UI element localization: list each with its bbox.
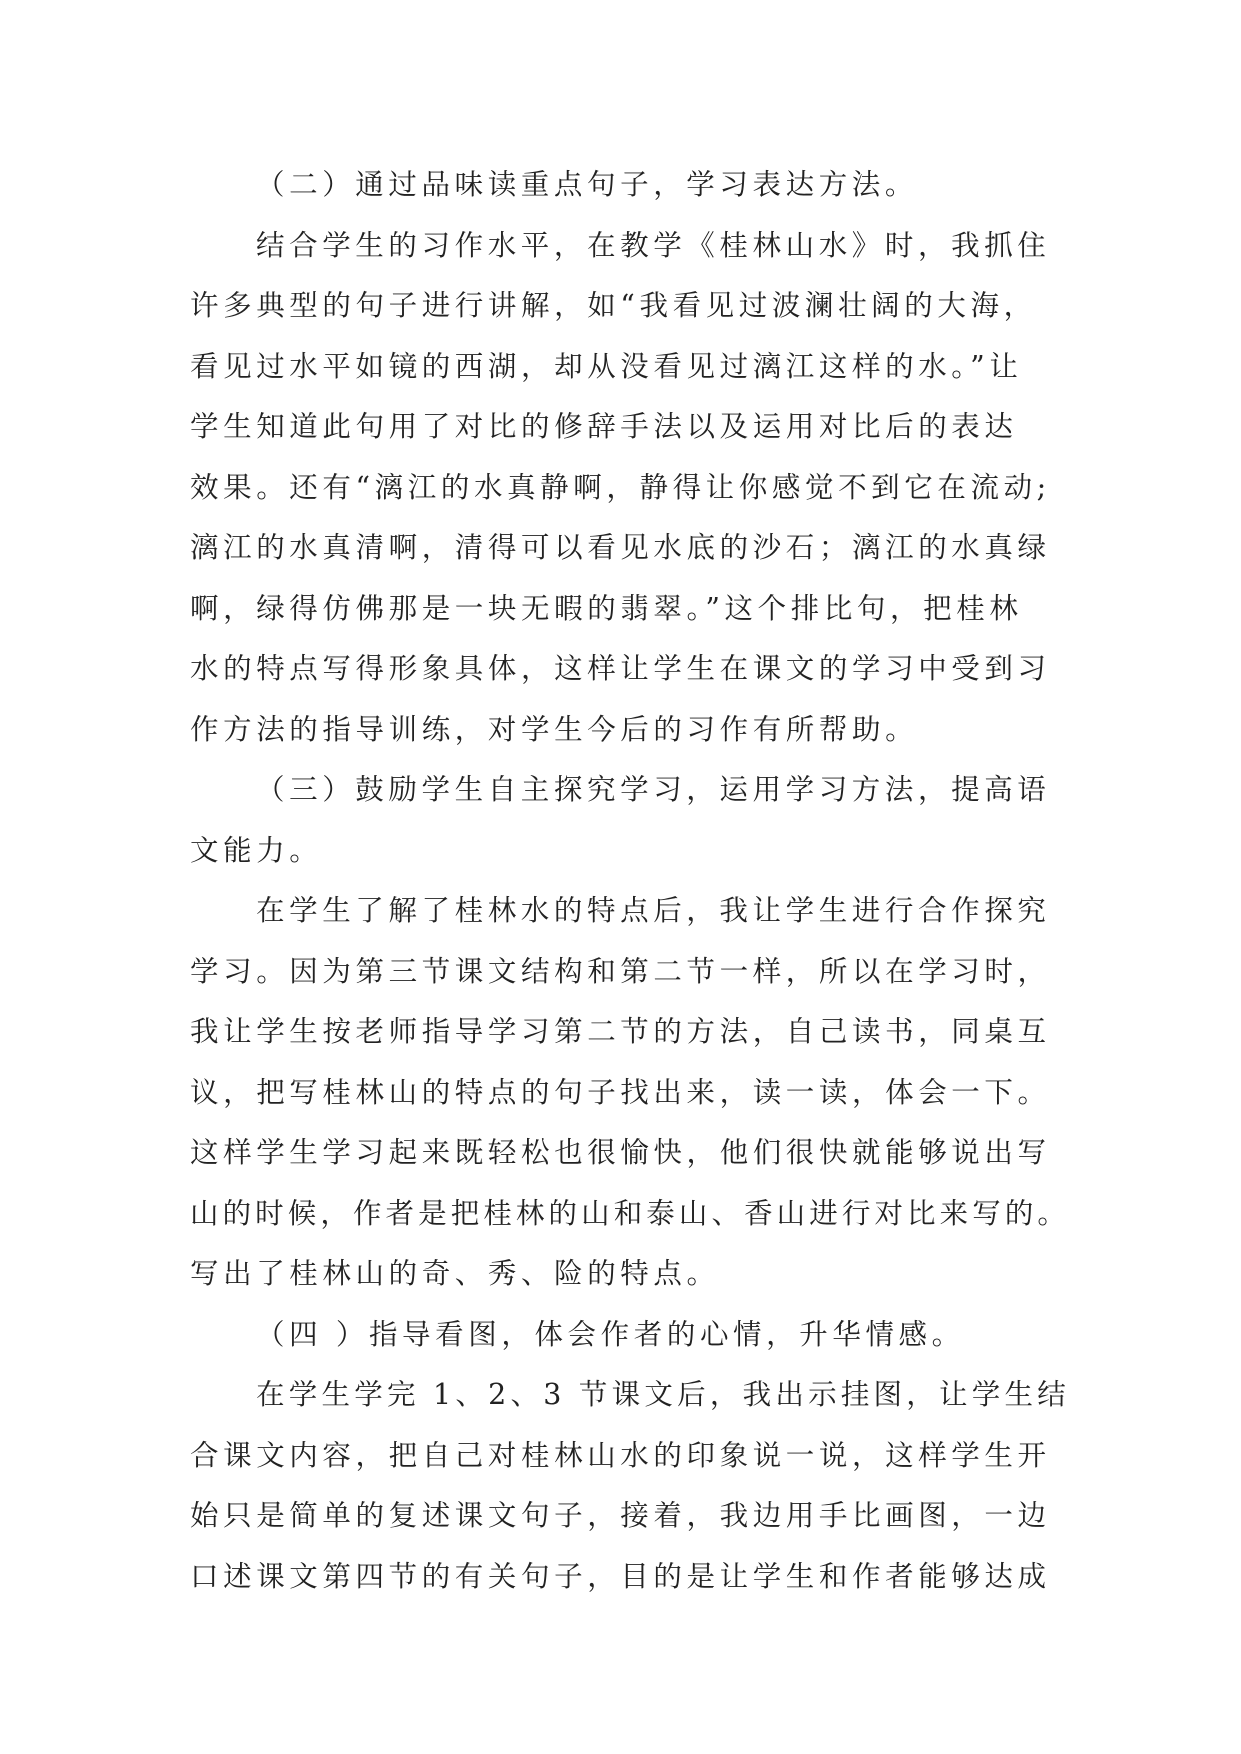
section-heading-3-cont: 文能力。 <box>190 833 323 867</box>
paragraph-line: 口述课文第四节的有关句子，目的是让学生和作者能够达成 <box>190 1559 1051 1593</box>
paragraph-line: 啊，绿得仿佛那是一块无暇的翡翠。”这个排比句，把桂林 <box>190 591 1023 625</box>
paragraph-line: 山的时候，作者是把桂林的山和泰山、香山进行对比来写的。 <box>190 1196 1070 1230</box>
paragraph-line: 漓江的水真清啊，清得可以看见水底的沙石；漓江的水真绿 <box>190 531 1051 564</box>
paragraph-line: 在学生学完 1、2、3 节课文后，我出示挂图，让学生结 <box>256 1378 1070 1411</box>
paragraph-line: 水的特点写得形象具体，这样让学生在课文的学习中受到习 <box>190 652 1051 685</box>
paragraph-line: 效果。还有“漓江的水真静啊，静得让你感觉不到它在流动; <box>190 470 1051 504</box>
section-heading-4: （四 ）指导看图，体会作者的心情，升华情感。 <box>256 1317 965 1351</box>
paragraph-line: 看见过水平如镜的西湖，却从没看见过漓江这样的水。”让 <box>190 349 1023 383</box>
paragraph-line: 我让学生按老师指导学习第二节的方法，自己读书，同桌互 <box>190 1015 1051 1048</box>
paragraph-line: 作方法的指导训练，对学生今后的习作有所帮助。 <box>190 712 919 746</box>
paragraph-line: 结合学生的习作水平，在教学《桂林山水》时，我抓住 <box>256 228 1051 262</box>
body-text <box>190 155 1070 1607</box>
paragraph-line: 在学生了解了桂林水的特点后，我让学生进行合作探究 <box>256 894 1051 927</box>
paragraph-line: 议，把写桂林山的特点的句子找出来，读一读，体会一下。 <box>190 1075 1051 1109</box>
paragraph-line: 这样学生学习起来既轻松也很愉快，他们很快就能够说出写 <box>190 1136 1051 1169</box>
paragraph-line: 写出了桂林山的奇、秀、险的特点。 <box>190 1257 720 1290</box>
section-heading-3: （三）鼓励学生自主探究学习，运用学习方法，提高语 <box>256 773 1051 806</box>
paragraph-line: 许多典型的句子进行讲解，如“我看见过波澜壮阔的大海， <box>190 289 1037 322</box>
paragraph-line: 始只是简单的复述课文句子，接着，我边用手比画图，一边 <box>190 1499 1051 1532</box>
paragraph-line: 合课文内容，把自己对桂林山水的印象说一说，这样学生开 <box>190 1438 1051 1472</box>
section-heading-2: （二）通过品味读重点句子，学习表达方法。 <box>256 168 919 201</box>
paragraph-line: 学习。因为第三节课文结构和第二节一样，所以在学习时， <box>190 954 1051 988</box>
paragraph-line: 学生知道此句用了对比的修辞手法以及运用对比后的表达 <box>190 410 1018 443</box>
